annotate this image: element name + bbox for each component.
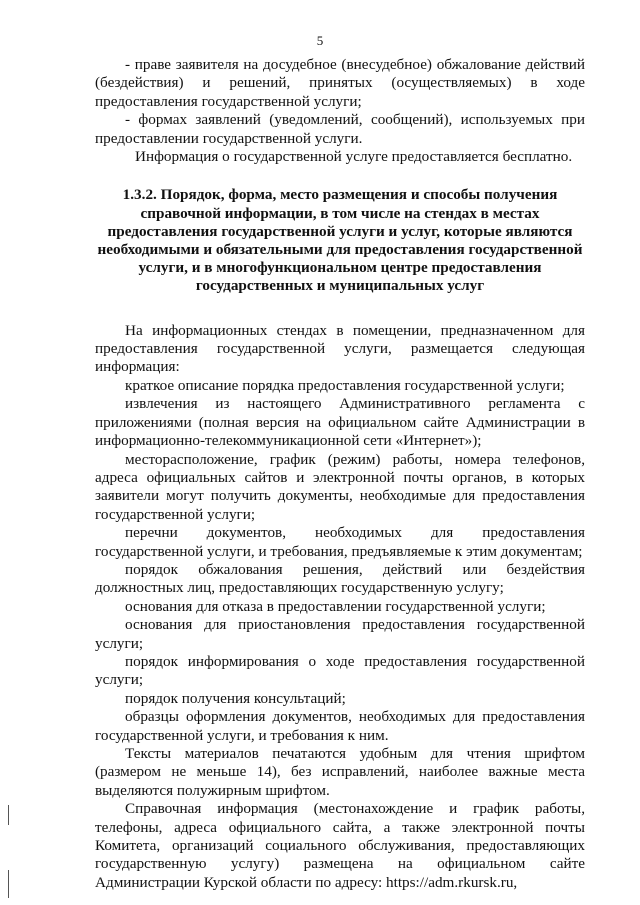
- paragraph: основания для приостановления предоставления государственной услуги;: [95, 616, 585, 652]
- scan-margin-mark: [8, 805, 9, 825]
- paragraph: образцы оформления документов, необходимых для предоставления государственной услуги, и требования к ним.: [95, 708, 585, 744]
- paragraph: порядок информирования о ходе предоставления государственной услуги;: [95, 652, 585, 689]
- paragraph: Тексты материалов печатаются удобным для чтения шрифтом (размером не меньше 14), без исправлений, наиболее важные места выделяются полужирным шрифтом.: [95, 745, 585, 799]
- paragraph: порядок получения консультаций;: [125, 689, 346, 707]
- list-item: - праве заявителя на досудебное (внесудебное) обжалование действий (бездействия) и решений, принятых (осуществляемых) в ходе предоставления государственной услуги;: [95, 56, 585, 110]
- paragraph: краткое описание порядка предоставления государственной услуги;: [125, 376, 565, 394]
- list-item: - формах заявлений (уведомлений, сообщений), используемых при предоставлении государственной услуги.: [95, 111, 585, 147]
- section-heading: 1.3.2. Порядок, форма, место размещения и способы получения справочной информации, в том числе на стендах в местах предоставления государственной услуги и услуг, которые являются необходимыми и обязательными для предоставления государственной услуги, и в многофункциональном центре предоставления государственных и муниципальных услуг: [97, 186, 583, 295]
- page-number: 5: [316, 33, 324, 48]
- document-body: [95, 56, 585, 892]
- paragraph: извлечения из настоящего Административного регламента с приложениями (полная версия на официальном сайте Администрации в информационно-телекоммуникационной сети «Интернет»);: [95, 395, 585, 450]
- free-info-statement: Информация о государственной услуге предоставляется бесплатно.: [135, 148, 573, 166]
- paragraph: Справочная информация (местонахождение и график работы, телефоны, адреса официального сайта, а также электронной почты Комитета, организаций социального обслуживания, предоставляющих государственную услугу) размещена на официальном сайте Администрации Курской области по адресу: https://adm.rkursk.ru,: [95, 800, 585, 891]
- scan-margin-mark: [8, 870, 9, 898]
- paragraph: порядок обжалования решения, действий или бездействия должностных лиц, предоставляющих государственную услугу;: [95, 560, 585, 597]
- paragraph: основания для отказа в предоставлении государственной услуги;: [125, 597, 546, 615]
- paragraph: На информационных стендах в помещении, предназначенном для предоставления государственной услуги, размещается следующая информация:: [95, 321, 585, 376]
- paragraph: перечни документов, необходимых для предоставления государственной услуги, и требования, предъявляемые к этим документам;: [95, 524, 585, 560]
- paragraph: месторасположение, график (режим) работы, номера телефонов, адреса официальных сайтов и электронной почты органов, в которых заявители могут получить документы, необходимые для предоставления государственной услуги;: [95, 450, 585, 523]
